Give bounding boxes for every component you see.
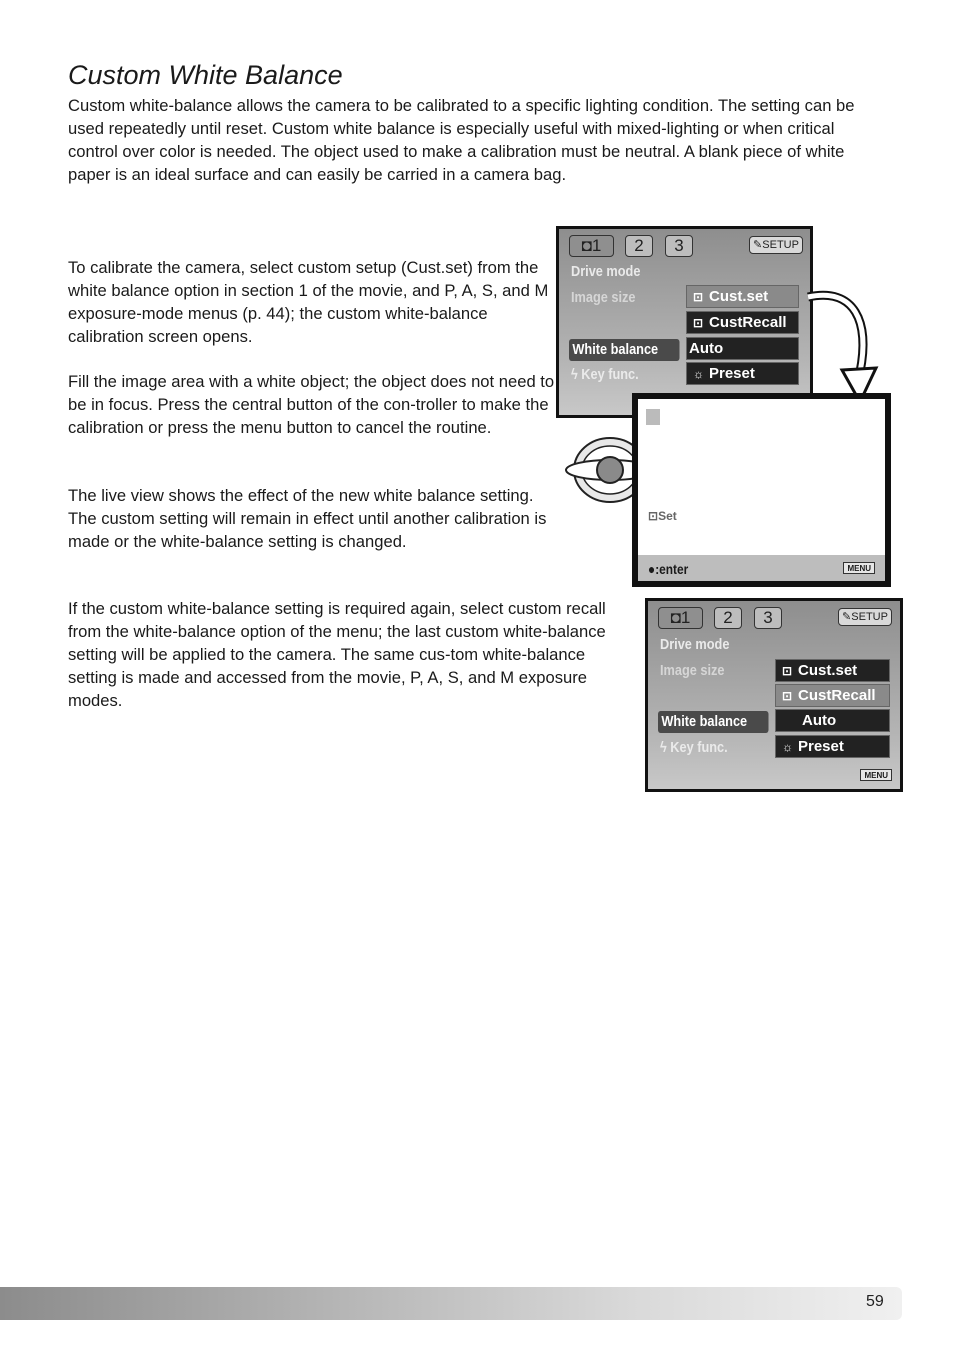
fill-paragraph: Fill the image area with a white object; the object does not need to be in focus. Press the central button of the con-troller to make the calibration or press the menu button to cancel the routine. [68,372,555,437]
option-cust-recall: ⊡ CustRecall [775,684,890,707]
calibration-screen [632,393,891,587]
menu-item-drive-mode: Drive mode [660,636,730,653]
camera-icon: ◘ [670,608,681,627]
tab-1: ◘1 [569,235,614,257]
camera-icon: ◘ [581,236,592,255]
flash-icon: ϟ [571,366,582,383]
option-auto: Auto [775,709,890,732]
menu-item-image-size: Image size [571,289,636,306]
tab-2: 2 [714,607,742,629]
intro-paragraph: Custom white-balance allows the camera to be calibrated to a specific lighting condition. The setting can be used repeatedly until reset. Custom white balance is especially useful with mixed-lighting or when critical control over color is needed. The object used to make a calibration must be neutral. A blank piece of white paper is an ideal surface and can easily be carried in a camera bag. [68,96,855,184]
menu-item-image-size: Image size [660,662,725,679]
page-number: 59 [866,1293,884,1310]
live-view-paragraph: The live view shows the effect of the new white balance setting. The custom setting will remain in effect until another calibration is made or the white-balance setting is changed. [68,486,547,551]
menu-item-key-func: ϟ Key func. [660,739,728,756]
calibration-bar [638,555,885,581]
menu-item-key-func: ϟ Key func. [571,366,639,383]
option-cust-recall: ⊡ CustRecall [686,311,799,334]
menu-item-white-balance: White balance [569,339,680,361]
sun-icon: ☼ [693,367,704,381]
wrench-icon: ✎ [753,239,763,251]
sun-icon: ☼ [782,740,793,754]
option-auto: Auto [686,337,799,360]
menu-button-label: MENU [843,562,875,574]
custom-wb-icon: ⊡ [693,316,704,330]
option-cust-set: ⊡ Cust.set [775,659,890,682]
page-title: Custom White Balance [68,60,343,90]
custom-wb-icon: ⊡ [693,290,704,304]
button-dot-icon: ● [648,561,656,577]
footer-bar [0,1287,902,1320]
set-label: ⊡Set [648,509,677,523]
menu-item-white-balance: White balance [658,711,769,733]
menu-button-label: MENU [860,769,892,781]
custom-wb-icon: ⊡ [648,509,659,523]
camera-icon [646,409,660,425]
custom-wb-icon: ⊡ [782,689,793,703]
tab-2: 2 [625,235,653,257]
tab-setup: ✎SETUP [838,608,892,626]
menu-item-drive-mode: Drive mode [571,263,641,280]
custom-wb-icon: ⊡ [782,664,793,678]
flash-icon: ϟ [660,739,671,756]
menu-screen-custrecall [645,598,903,792]
tab-3: 3 [754,607,782,629]
option-cust-set: ⊡ Cust.set [686,285,799,308]
tab-setup: ✎SETUP [749,236,803,254]
menu-screen-custset [556,226,813,418]
option-preset: ☼ Preset [686,362,799,385]
tab-1: ◘1 [658,607,703,629]
tab-3: 3 [665,235,693,257]
wrench-icon: ✎ [842,611,852,623]
calibrate-paragraph: To calibrate the camera, select custom setup (Cust.set) from the white balance option in section 1 of the movie, and P, A, S, and M exposure-mode menus (p. 44); the custom white-balance calibration screen opens. [68,258,549,346]
option-preset: ☼ Preset [775,735,890,758]
recall-paragraph: If the custom white-balance setting is required again, select custom recall from the white-balance option of the menu; the last custom white-balance setting will be applied to the camera. The same cus-tom white-balance setting is made and accessed from the movie, P, A, S, and M exposure modes. [68,599,606,710]
enter-label: ●:enter [648,561,689,577]
